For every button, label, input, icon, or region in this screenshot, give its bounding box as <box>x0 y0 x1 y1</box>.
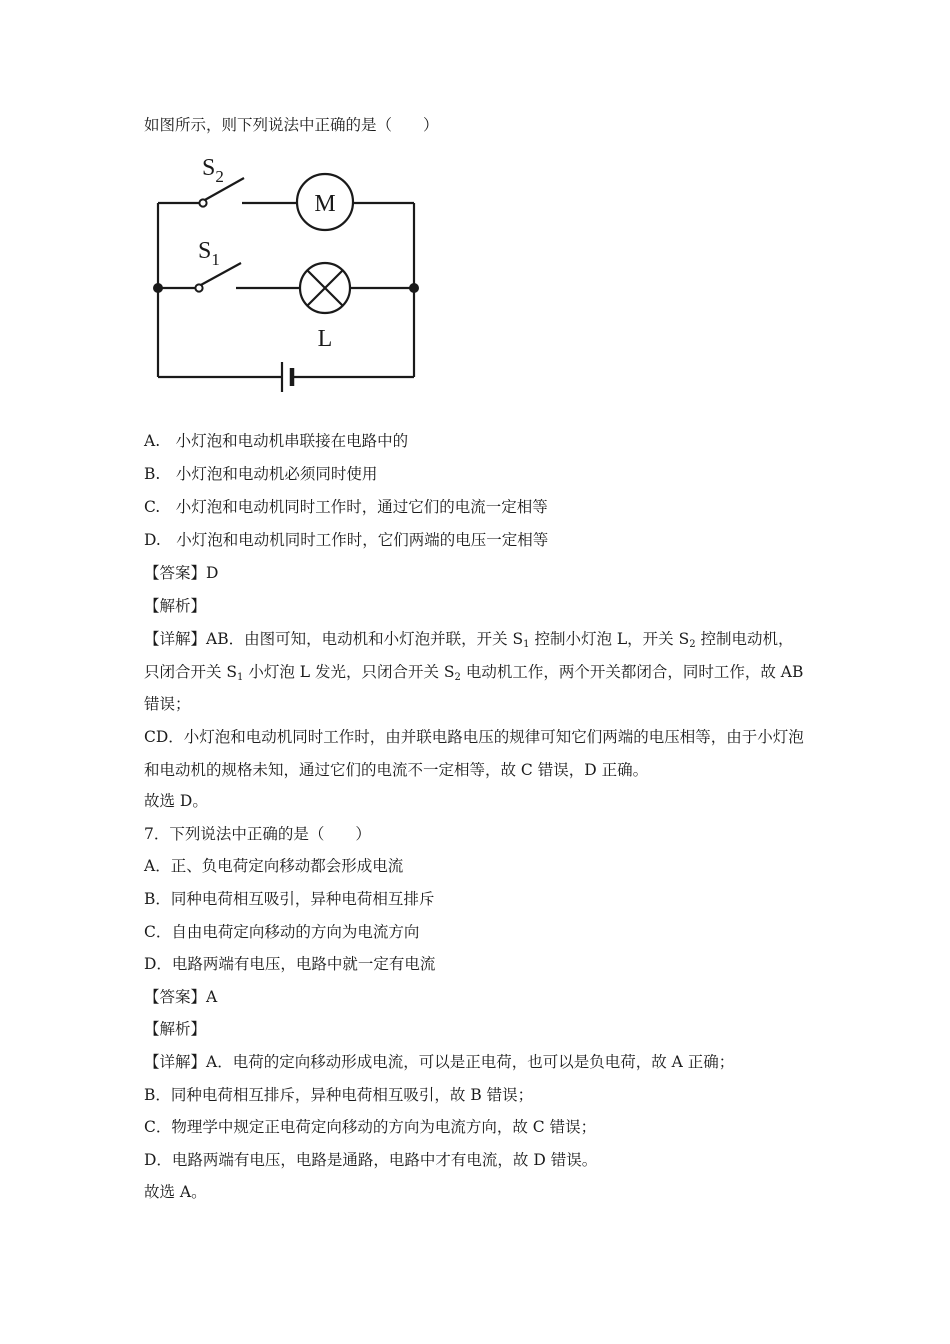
switch-s2-label: $S_2$ <box>202 155 224 186</box>
q6-answer: 【答案】D <box>144 564 219 582</box>
q7-detail-a: 【详解】A．电荷的定向移动形成电流，可以是正电荷，也可以是负电荷，故 A 正确； <box>144 1053 735 1071</box>
q7-detail-c: C．物理学中规定正电荷定向移动的方向为电流方向，故 C 错误； <box>144 1118 597 1136</box>
q7-detail-d: D．电路两端有电压，电路是通路，电路中才有电流，故 D 错误。 <box>144 1151 598 1169</box>
lamp-symbol <box>300 263 350 313</box>
switch-s1-label: $S_1$ <box>198 238 220 269</box>
battery-symbol <box>282 362 292 392</box>
lamp-label: L <box>317 326 333 352</box>
circuit-diagram <box>150 150 430 400</box>
q7-option-d: D．电路两端有电压，电路中就一定有电流 <box>144 955 436 973</box>
q6-option-b: B. 小灯泡和电动机必须同时使用 <box>144 465 378 483</box>
switch-s1-contact <box>195 284 202 291</box>
q7-conclusion: 故选 A。 <box>144 1183 207 1201</box>
q7-analysis-heading: 【解析】 <box>144 1020 207 1038</box>
q6-detail-ab: 【详解】AB．由图可知，电动机和小灯泡并联，开关 $S_1$ 控制小灯泡 L，开关 $S_2$ 控制电动机，只闭合开关 $S_1$ 小灯泡 L 发光，只闭合开关 $S_2$ 电动机工作，两个开关都闭合，同时工作，故 AB 错误； <box>144 630 804 713</box>
q7-answer: 【答案】A <box>144 988 218 1006</box>
junction-left <box>153 283 163 293</box>
junction-right <box>409 283 419 293</box>
question-6-stem: 如图所示，则下列说法中正确的是（ ） <box>144 116 439 134</box>
q7-option-c: C．自由电荷定向移动的方向为电流方向 <box>144 923 420 941</box>
q6-option-d: D. 小灯泡和电动机同时工作时，它们两端的电压一定相等 <box>144 531 549 549</box>
q7-option-a: A．正、负电荷定向移动都会形成电流 <box>144 857 404 875</box>
q6-analysis-heading: 【解析】 <box>144 597 207 615</box>
question-7-stem: 7．下列说法中正确的是（ ） <box>144 825 371 843</box>
q6-conclusion: 故选 D。 <box>144 792 208 810</box>
q6-option-c: C. 小灯泡和电动机同时工作时，通过它们的电流一定相等 <box>144 498 548 516</box>
q7-option-b: B．同种电荷相互吸引，异种电荷相互排斥 <box>144 890 435 908</box>
q6-option-a: A. 小灯泡和电动机串联接在电路中的 <box>144 432 409 450</box>
motor-label: M <box>314 191 336 217</box>
switch-s2-contact <box>199 199 206 206</box>
switch-s1-blade <box>199 263 241 286</box>
q6-detail-cd: CD．小灯泡和电动机同时工作时，由并联电路电压的规律可知它们两端的电压相等，由于小灯泡和电动机的规格未知，通过它们的电流不一定相等，故 C 错误，D 正确。 <box>144 728 804 779</box>
q7-detail-b: B．同种电荷相互排斥，异种电荷相互吸引，故 B 错误； <box>144 1086 534 1104</box>
